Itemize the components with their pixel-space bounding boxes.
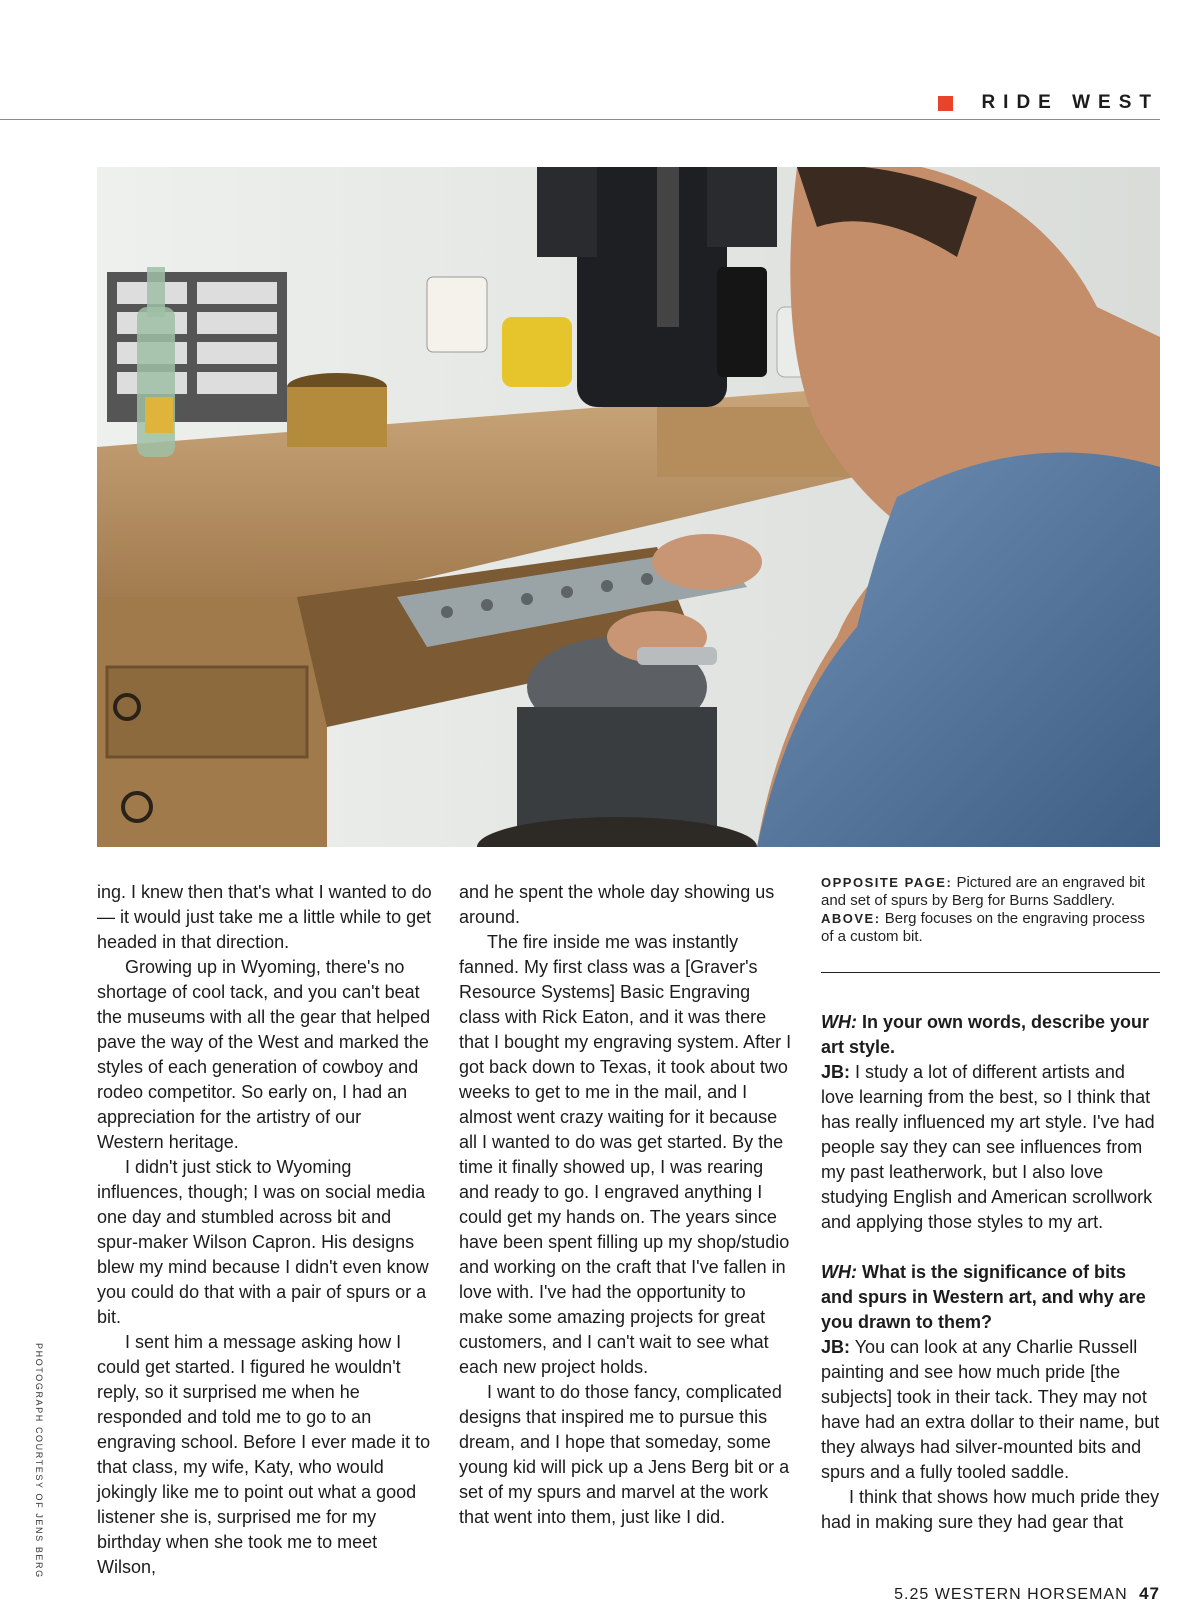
paragraph: I sent him a message asking how I could get started. I figured he wouldn't reply, so it surprised me when he responded and told me to go to an engraving school. Before I ever made it to that class, my wife, Katy, who would jokingly like me to point out what a good listener she is, surprised me for my birthday when she took me to meet Wilson, [97, 1332, 431, 1577]
caption-text: Berg focuses on the engraving process of a custom bit. [821, 910, 1145, 945]
paragraph: I think that shows how much pride they had in making sure they had gear that [821, 1487, 1160, 1532]
interview-answer [821, 1335, 1160, 1485]
section-square-icon [938, 96, 953, 111]
interview-answer [821, 1060, 1160, 1235]
paragraph: and he spent the whole day showing us around. [459, 882, 775, 927]
paragraph: Growing up in Wyoming, there's no shortage of cool tack, and you can't beat the museums with all the gear that helped pave the way of the West and marked the styles of each generation of cowboy and rodeo competitor. So early on, I had an appreciation for the artistry of our Western heritage. [97, 957, 431, 1152]
caption-divider [821, 972, 1160, 973]
interview-question [821, 1010, 1160, 1060]
question-text: In your own words, describe your art style. [821, 1012, 1150, 1057]
section-header [938, 92, 1159, 114]
answer-tag: JB: [821, 1062, 851, 1082]
article-column-2 [459, 880, 794, 1530]
caption-label: ABOVE: [821, 911, 881, 926]
page-number: 47 [1139, 1584, 1160, 1603]
question-text: What is the significance of bits and spurs in Western art, and why are you drawn to them? [821, 1262, 1146, 1332]
paragraph: I want to do those fancy, complicated designs that inspired me to pursue this dream, and I hope that someday, some young kid will pick up a Jens Berg bit or a set of my spurs and marvel at the work that went into them, just like I did. [459, 1382, 790, 1527]
issue-date: 5.25 [894, 1586, 930, 1603]
paragraph: I didn't just stick to Wyoming influences, though; I was on social media one day and stumbled across bit and spur-maker Wilson Capron. His designs blew my mind because I didn't even know you could do that with a pair of spurs or a bit. [97, 1157, 429, 1327]
page-footer [894, 1584, 1160, 1604]
answer-text: I study a lot of different artists and love learning from the best, so I think that has really influenced my art style. I've had people say they can see influences from my past leatherwork, but I also love studying English and American scrollwork and applying those styles to my art. [821, 1062, 1155, 1232]
caption-text: Pictured are an engraved bit and set of spurs by Berg for Burns Saddlery. [821, 874, 1145, 909]
header-rule [0, 119, 1160, 120]
interview-question [821, 1260, 1160, 1335]
paragraph: ing. I knew then that's what I wanted to do — it would just take me a little while to get headed in that direction. [97, 882, 432, 952]
caption-label: OPPOSITE PAGE: [821, 875, 953, 890]
article-column-1 [97, 880, 432, 1580]
magazine-name: WESTERN HORSEMAN [934, 1586, 1128, 1603]
question-tag: WH: [821, 1012, 857, 1032]
photo-credit: PHOTOGRAPH COURTESY OF JENS BERG [34, 1343, 44, 1579]
engraving-workbench-photo [97, 167, 1160, 847]
section-title: RIDE WEST [981, 92, 1159, 113]
paragraph: The fire inside me was instantly fanned. My first class was a [Graver's Resource Systems] Basic Engraving class with Rick Eaton, and it was there that I bought my engraving system. After I got back down to Texas, it took about two weeks to get to me in the mail, and I almost went crazy waiting for it because all I wanted to do was get started. By the time it finally showed up, I was rearing and ready to go. I engraved anything I could get my hands on. The years since have been spent filling up my shop/studio and working on the craft that I've fallen in love with. I've had the opportunity to make some amazing projects for great customers, and I can't wait to see what each new project holds. [459, 932, 792, 1377]
article-column-3 [821, 1010, 1160, 1535]
answer-text: You can look at any Charlie Russell painting and see how much pride [the subjects] took in their tack. They may not have had an extra dollar to their name, but they always had silver-mounted bits and spurs and a fully tooled saddle. [821, 1337, 1160, 1482]
photo-caption [821, 874, 1160, 946]
feature-photo [97, 167, 1160, 847]
question-tag: WH: [821, 1262, 857, 1282]
answer-tag: JB: [821, 1337, 851, 1357]
